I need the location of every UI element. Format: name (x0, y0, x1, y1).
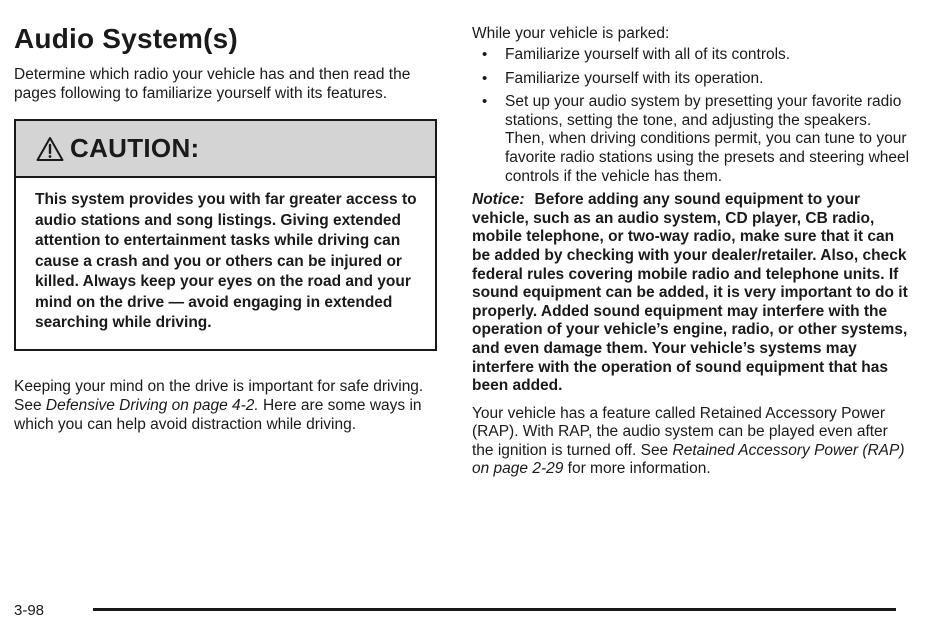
page-number: 3-98 (14, 602, 45, 619)
parked-lead: While your vehicle is parked: (472, 25, 670, 42)
list-item (472, 70, 912, 89)
section-title: Audio System(s) (14, 23, 238, 54)
caution-title: CAUTION: (70, 133, 200, 163)
caution-header (16, 121, 435, 178)
list-item-text: Familiarize yourself with all of its controls. (505, 46, 791, 63)
parked-tips-list (472, 46, 912, 186)
distraction-paragraph (14, 377, 438, 434)
distraction-text-before: Keeping your mind on the drive is important for safe driving. See (14, 377, 424, 414)
list-item-text: Set up your audio system by presetting your favorite radio stations, setting the tone, and adjusting the speakers. Then, when driving conditions permit, you can tune to your favorite radio stations using the presets and steering wheel controls if the vehicle has them. (505, 93, 910, 185)
rap-text-after: for more information. (563, 460, 711, 478)
footer-divider (93, 608, 896, 611)
bullet-marker: • (482, 93, 488, 111)
intro-paragraph: Determine which radio your vehicle has and then read the pages following to familiarize yourself with its features. (14, 66, 411, 102)
notice-label: Notice: (472, 191, 525, 209)
bullet-marker: • (482, 69, 488, 87)
notice-text: Before adding any sound equipment to your vehicle, such as an audio system, CD player, CB radio, mobile telephone, or two-way radio, make sure that it can be added by checking with your dealer/retailer. Also, check federal rules covering mobile radio and telephone units. If sound equipment can be added, it is very important to do it properly. Added sound equipment may interfere with the operation of your vehicle’s engine, radio, or other systems, and even damage them. Your vehicle’s systems may interfere with the operation of sound equipment that has been added. (472, 191, 908, 395)
rap-link[interactable]: Retained Accessory Power (RAP) on page 2-29 (472, 441, 905, 478)
left-column (14, 22, 438, 434)
notice-paragraph (472, 191, 912, 396)
list-item (472, 93, 912, 186)
rap-paragraph (472, 405, 912, 479)
right-column (472, 24, 912, 479)
list-item-text: Familiarize yourself with its operation. (505, 69, 764, 87)
rap-text-before: Your vehicle has a feature called Retained Accessory Power (RAP). With RAP, the audio system can be played even after the ignition is turned off. See (472, 404, 888, 459)
defensive-driving-link[interactable]: Defensive Driving on page 4-2. (45, 396, 259, 414)
bullet-marker: • (482, 46, 488, 63)
caution-text: This system provides you with far greater access to audio stations and song listings. Giving extended attention to entertainment tasks while driving can cause a crash and you or others can be injured or killed. Always keep your eyes on the road and your mind on the drive — avoid engaging in extended searching while driving. (35, 191, 417, 331)
distraction-text-after: Here are some ways in which you can help avoid distraction while driving. (14, 396, 422, 433)
list-item (472, 46, 912, 65)
caution-box (14, 119, 437, 351)
warning-triangle-icon (36, 136, 64, 162)
